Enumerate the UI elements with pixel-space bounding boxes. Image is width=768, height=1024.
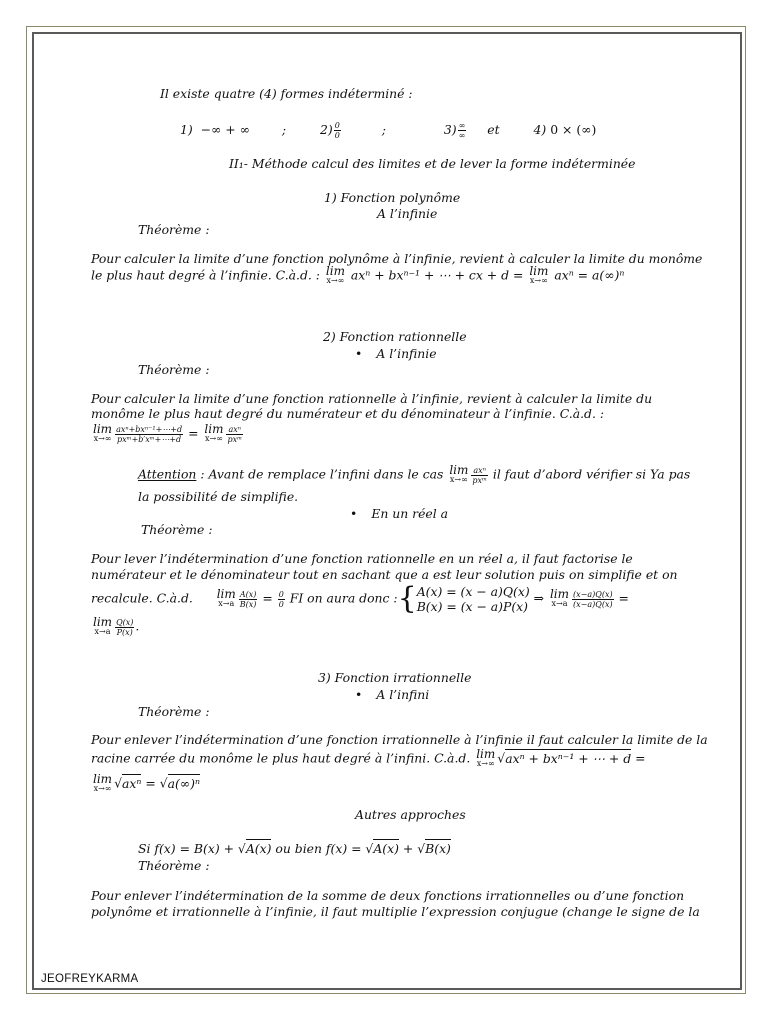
s2-bullet1: • A l’infinie [355, 346, 437, 361]
s2-bullet2: • En un réel a [350, 506, 449, 521]
footer-author: JEOFREYKARMA [41, 973, 139, 985]
indeterminate-forms-line: 1) −∞ + ∞ ; 2) $\frac{0}{0}$ ; 3) $\frac{\infty}{\infty}$ et 4) 0 × (∞) [180, 121, 597, 140]
s3-theoreme2: Théorème : [138, 858, 210, 873]
s1-line2: le plus haut degré à l’infinie. C.à.d. : lim x→∞ axⁿ + bxⁿ⁻¹ + ⋯ + cx + d = lim x→∞ axⁿ = a(∞)ⁿ [91, 264, 625, 285]
section-title: II₁- Méthode calcul des limites et de lever la forme indéterminée [229, 156, 636, 171]
s2-theoreme2: Théorème : [141, 522, 213, 537]
s3-autres: Autres approches [355, 807, 466, 822]
s2-line5: recalcule. C.à.d. lim x→a $\frac{A(x)}{B(x)}$ = $\frac{0}{0}$ FI on aura donc :{ A(x) = (x − a)Q(x) B(x) = (x − a)P(x) ⇒ lim x→a $\frac{(x-a)Q(x)}{(x-a)Q(x)}$ = [91, 581, 629, 616]
s3-line3: lim x→∞ √axⁿ = √a(∞)ⁿ [93, 772, 200, 793]
bullet-icon: • [355, 687, 363, 702]
s2-line3: Pour lever l’indétermination d’une fonction rationnelle en un réel a, il faut factorise le [91, 551, 633, 566]
s1-theoreme: Théorème : [138, 222, 210, 237]
s2-line2: monôme le plus haut degré du numérateur et du dénominateur à l’infinie. C.à.d. : [91, 406, 605, 421]
s2-line4: numérateur et le dénominateur tout en sachant que a est leur solution puis on simplifie et on [91, 567, 678, 582]
s1-heading: 1) Fonction polynôme [324, 190, 461, 205]
left-brace: { [397, 581, 417, 616]
s2-attention: Attention : Avant de remplace l’infini dans le cas lim x→∞ $\frac{\text{axⁿ}}{\text{pxᵐ}}$ il faut d’abord vérifier si Ya pas [138, 463, 691, 485]
bullet-icon: • [355, 346, 363, 361]
s2-heading: 2) Fonction rationnelle [323, 329, 467, 344]
s3-bullet1: • A l’infini [355, 687, 430, 702]
bullet-icon: • [350, 506, 358, 521]
s3-line2: racine carrée du monôme le plus haut degré à l’infini. C.à.d. lim x→∞ √axⁿ + bxⁿ⁻¹ + ⋯ + d = [91, 747, 646, 768]
s3-si-line: Si f(x) = B(x) + √A(x) ou bien f(x) = √A(x) + √B(x) [138, 841, 451, 856]
s2-line1: Pour calculer la limite d’une fonction rationnelle à l’infinie, revient à calculer la limite du [91, 391, 653, 406]
s3-theoreme: Théorème : [138, 704, 210, 719]
s3-line4: Pour enlever l’indétermination de la somme de deux fonctions irrationnelles ou d’une fonction [91, 888, 685, 903]
s1-line1: Pour calculer la limite d’une fonction polynôme à l’infinie, revient à calculer la limite du monôme [91, 251, 703, 266]
s2-formula: lim x→∞ $\frac{\text{axⁿ+bxⁿ⁻¹+⋯+d}}{\text{pxᵐ+b′xᵐ+⋯+d}}$ = lim x→∞ $\frac{\text{axⁿ}}{\text{pxᵐ}}$ [93, 422, 243, 444]
intro-text: Il existe quatre (4) formes indéterminé : [160, 86, 413, 101]
s2-theoreme: Théorème : [138, 362, 210, 377]
s2-attention-line2: la possibilité de simplifie. [138, 489, 299, 504]
s3-line5: polynôme et irrationnelle à l’infinie, il faut multiplie l’expression conjugue (change le signe de la [91, 904, 700, 919]
s3-heading: 3) Fonction irrationnelle [318, 670, 472, 685]
s1-sub: A l’infinie [377, 206, 438, 221]
s2-line6: lim x→a $\frac{Q(x)}{P(x)}$ . [93, 615, 140, 637]
s3-line1: Pour enlever l’indétermination d’une fonction irrationnelle à l’infinie il faut calculer la limite de la [91, 732, 708, 747]
